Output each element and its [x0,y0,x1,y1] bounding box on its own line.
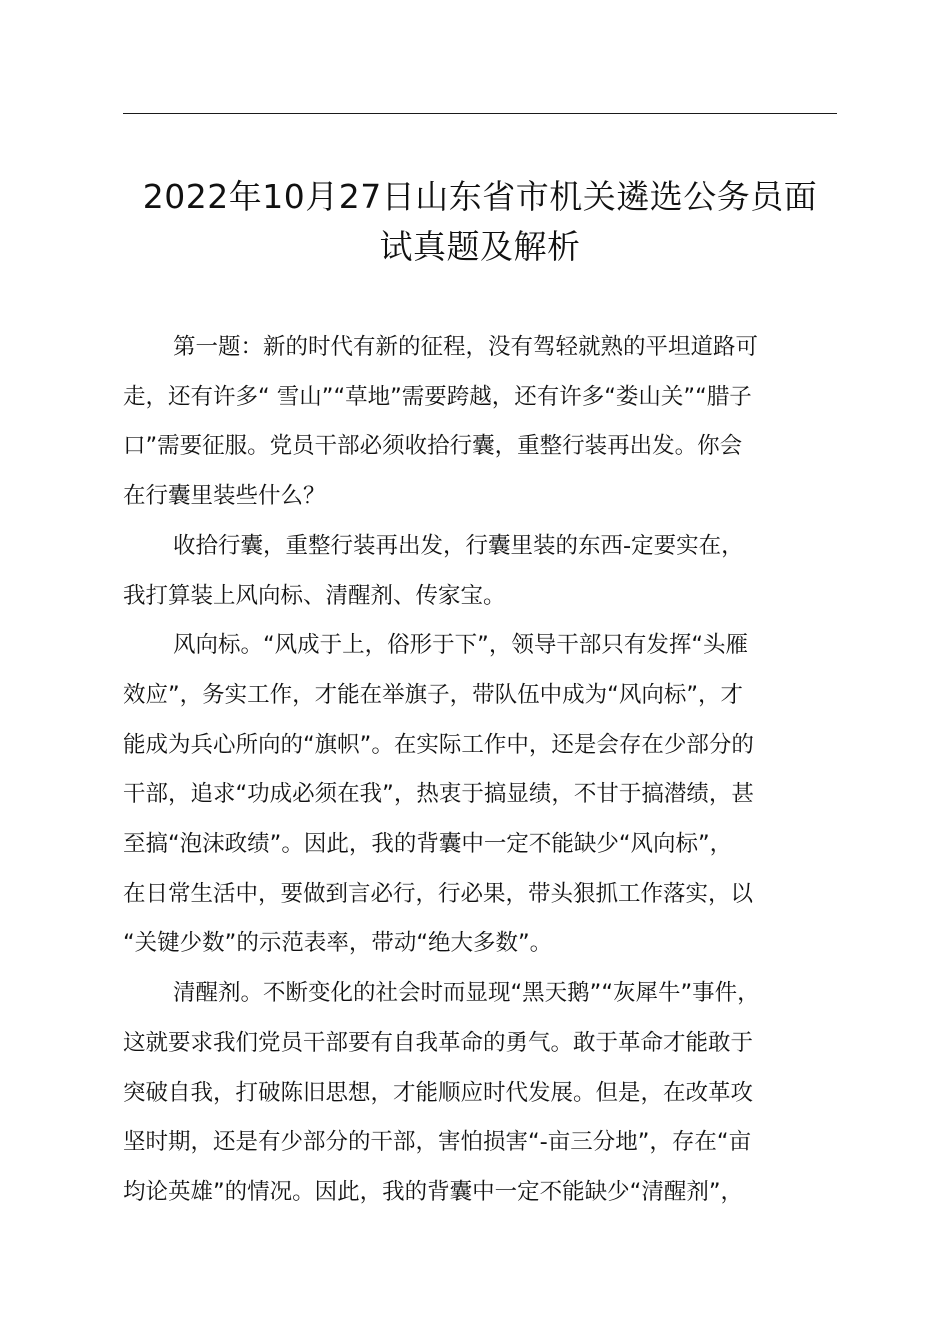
body-line: 突破自我，打破陈旧思想，才能顺应时代发展。但是，在改革攻 [123,1079,754,1106]
body-line: 走，还有许多“ 雪山”“草地”需要跨越，还有许多“娄山关”“腊子 [123,383,752,410]
body-line: 这就要求我们党员干部要有自我革命的勇气。敢于革命才能敢于 [123,1029,754,1056]
body-line: 能成为兵心所向的“旗帜”。在实际工作中，还是会存在少部分的 [123,731,754,758]
body-line: 收拾行囊，重整行装再出发，行囊里装的东西-定要实在， [173,532,744,559]
body-line: “关键少数”的示范表率，带动“绝大多数”。 [123,930,553,957]
body-line: 口”需要征服。党员干部必须收拾行囊，重整行装再出发。你会 [123,433,743,460]
body-line: 风向标。“风成于上，俗形于下”，领导干部只有发挥“头雁 [173,632,748,659]
body-line: 干部，追求“功成必须在我”，热衷于搞显绩，不甘于搞潜绩，甚 [123,781,754,808]
body-line: 我打算装上风向标、清醒剂、传家宝。 [123,582,506,609]
body-line: 至搞“泡沫政绩”。因此，我的背囊中一定不能缺少“风向标”， [123,831,733,858]
body-line: 在日常生活中，要做到言必行，行必果，带头狠抓工作落实，以 [123,880,754,907]
body-line: 均论英雄”的情况。因此，我的背囊中一定不能缺少“清醒剂”， [123,1178,743,1205]
body-line: 清醒剂。不断变化的社会时而显现“黑天鹅”“灰犀牛”事件， [173,980,760,1007]
body-line: 在行囊里装些什么？ [123,483,326,510]
body-line: 坚时期，还是有少部分的干部，害怕损害“-亩三分地”，存在“亩 [123,1129,752,1156]
title-line: 2022年10月27日山东省市机关遴选公务员面 [142,177,818,216]
header-rule [123,113,837,114]
document-body [123,323,843,1218]
document-title [110,172,850,272]
body-line: 效应”，务实工作，才能在举旗子，带队伍中成为“风向标”，才 [123,681,743,708]
body-line: 第一题：新的时代有新的征程，没有驾轻就熟的平坦道路可 [173,334,759,360]
title-line: 试真题及解析 [379,227,581,266]
